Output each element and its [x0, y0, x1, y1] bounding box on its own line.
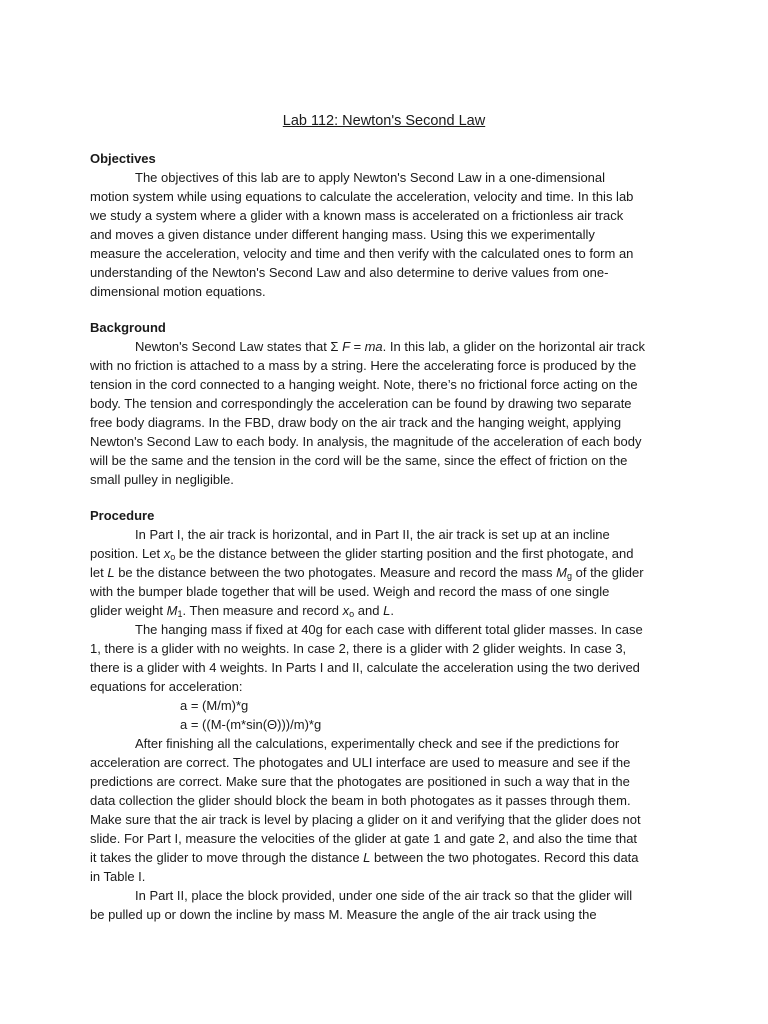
background-line: body. The tension and correspondingly the acceleration can be found by drawing two separate — [90, 396, 632, 411]
procedure-line: data collection the glider should block the beam in both photogates as it passes through them. — [90, 793, 631, 808]
M-variable: M — [166, 603, 178, 618]
background-line: will be the same and the tension in the cord will be the same, since the effect of friction on the — [90, 453, 628, 468]
procedure-line: The hanging mass if fixed at 40g for each case with different total glider masses. In case — [135, 622, 643, 637]
procedure-text: be the distance between the glider starting position and the first photogate, and — [175, 546, 634, 561]
procedure-line — [90, 849, 639, 867]
procedure-text: of the glider — [572, 565, 644, 580]
procedure-line: predictions are correct. Make sure that the photogates are positioned in such a way that in the — [90, 774, 630, 789]
objectives-line: measure the acceleration, velocity and time and then verify with the calculated ones to form an — [90, 246, 634, 261]
procedure-line — [90, 564, 644, 582]
procedure-line: be pulled up or down the incline by mass M. Measure the angle of the air track using the — [90, 907, 597, 922]
procedure-line: 1, there is a glider with no weights. In case 2, there is a glider with 2 glider weights. In case 3, — [90, 641, 627, 656]
objectives-line: The objectives of this lab are to apply Newton's Second Law in a one-dimensional — [135, 170, 606, 185]
page-title: Lab 112: Newton's Second Law — [282, 113, 486, 129]
background-text: Newton's Second Law states that Σ — [135, 339, 343, 354]
L-variable: L — [363, 850, 371, 865]
objectives-heading: Objectives — [90, 151, 156, 166]
procedure-text: be the distance between the two photogates. Measure and record the mass — [114, 565, 557, 580]
L-variable: L — [107, 565, 115, 580]
procedure-line: acceleration are correct. The photogates and ULI interface are used to measure and see if the — [90, 755, 631, 770]
background-line: tension in the cord connected to a hanging weight. Note, there’s no frictional force acting on the — [90, 377, 638, 392]
L-variable: L — [383, 603, 391, 618]
procedure-line: After finishing all the calculations, experimentally check and see if the predictions for — [135, 736, 620, 751]
procedure-line — [90, 545, 633, 563]
objectives-line: understanding of the Newton's Second Law and also determine to derive values from one- — [90, 265, 609, 280]
background-heading: Background — [90, 320, 166, 335]
objectives-line: we study a system where a glider with a known mass is accelerated on a frictionless air track — [90, 208, 624, 223]
procedure-line: In Part I, the air track is horizontal, and in Part II, the air track is set up at an incline — [135, 527, 610, 542]
background-line: free body diagrams. In the FBD, draw body on the air track and the hanging weight, applying — [90, 415, 622, 430]
x-subscript: o — [349, 609, 355, 619]
procedure-line: there is a glider with 4 weights. In Parts I and II, calculate the acceleration using the two derived — [90, 660, 640, 675]
procedure-line: In Part II, place the block provided, under one side of the air track so that the glider will — [135, 888, 633, 903]
procedure-line: slide. For Part I, measure the velocities of the glider at gate 1 and gate 2, and also the time that — [90, 831, 638, 846]
procedure-line — [90, 602, 394, 620]
procedure-text: between the two photogates. Record this data — [370, 850, 639, 865]
objectives-line: motion system while using equations to calculate the acceleration, velocity and time. In this lab — [90, 189, 634, 204]
procedure-text: . — [390, 603, 394, 618]
x-subscript: o — [170, 552, 176, 562]
background-line: Newton's Second Law to each body. In analysis, the magnitude of the acceleration of each body — [90, 434, 642, 449]
M-subscript: g — [566, 571, 572, 581]
equation: a = (M/m)*g — [180, 698, 249, 713]
newton-formula: F = ma — [342, 339, 383, 354]
background-line: with no friction is attached to a mass by a string. Here the accelerating force is produced by the — [90, 358, 637, 373]
background-text: . In this lab, a glider on the horizontal air track — [382, 339, 645, 354]
M-variable: M — [556, 565, 567, 580]
x-variable: x — [163, 546, 171, 561]
procedure-heading: Procedure — [90, 508, 155, 523]
procedure-line: in Table I. — [90, 869, 146, 884]
M1-subscript: 1 — [177, 609, 183, 619]
procedure-line: equations for acceleration: — [90, 679, 243, 694]
x-variable: x — [342, 603, 350, 618]
procedure-text: and — [354, 603, 384, 618]
procedure-line: with the bumper blade together that will be used. Weigh and record the mass of one single — [90, 584, 610, 599]
background-line — [135, 338, 645, 356]
procedure-text: . Then measure and record — [182, 603, 343, 618]
procedure-text: position. Let — [90, 546, 164, 561]
procedure-line: Make sure that the air track is level by placing a glider on it and verifying that the glider does not — [90, 812, 641, 827]
objectives-line: dimensional motion equations. — [90, 284, 266, 299]
procedure-text: glider weight — [90, 603, 167, 618]
equation: a = ((M-(m*sin(Θ)))/m)*g — [180, 717, 322, 732]
objectives-line: and moves a given distance under different hanging mass. Using this we experimentally — [90, 227, 595, 242]
procedure-text: let — [90, 565, 108, 580]
procedure-text: it takes the glider to move through the distance — [90, 850, 364, 865]
background-line: small pulley in negligible. — [90, 472, 234, 487]
